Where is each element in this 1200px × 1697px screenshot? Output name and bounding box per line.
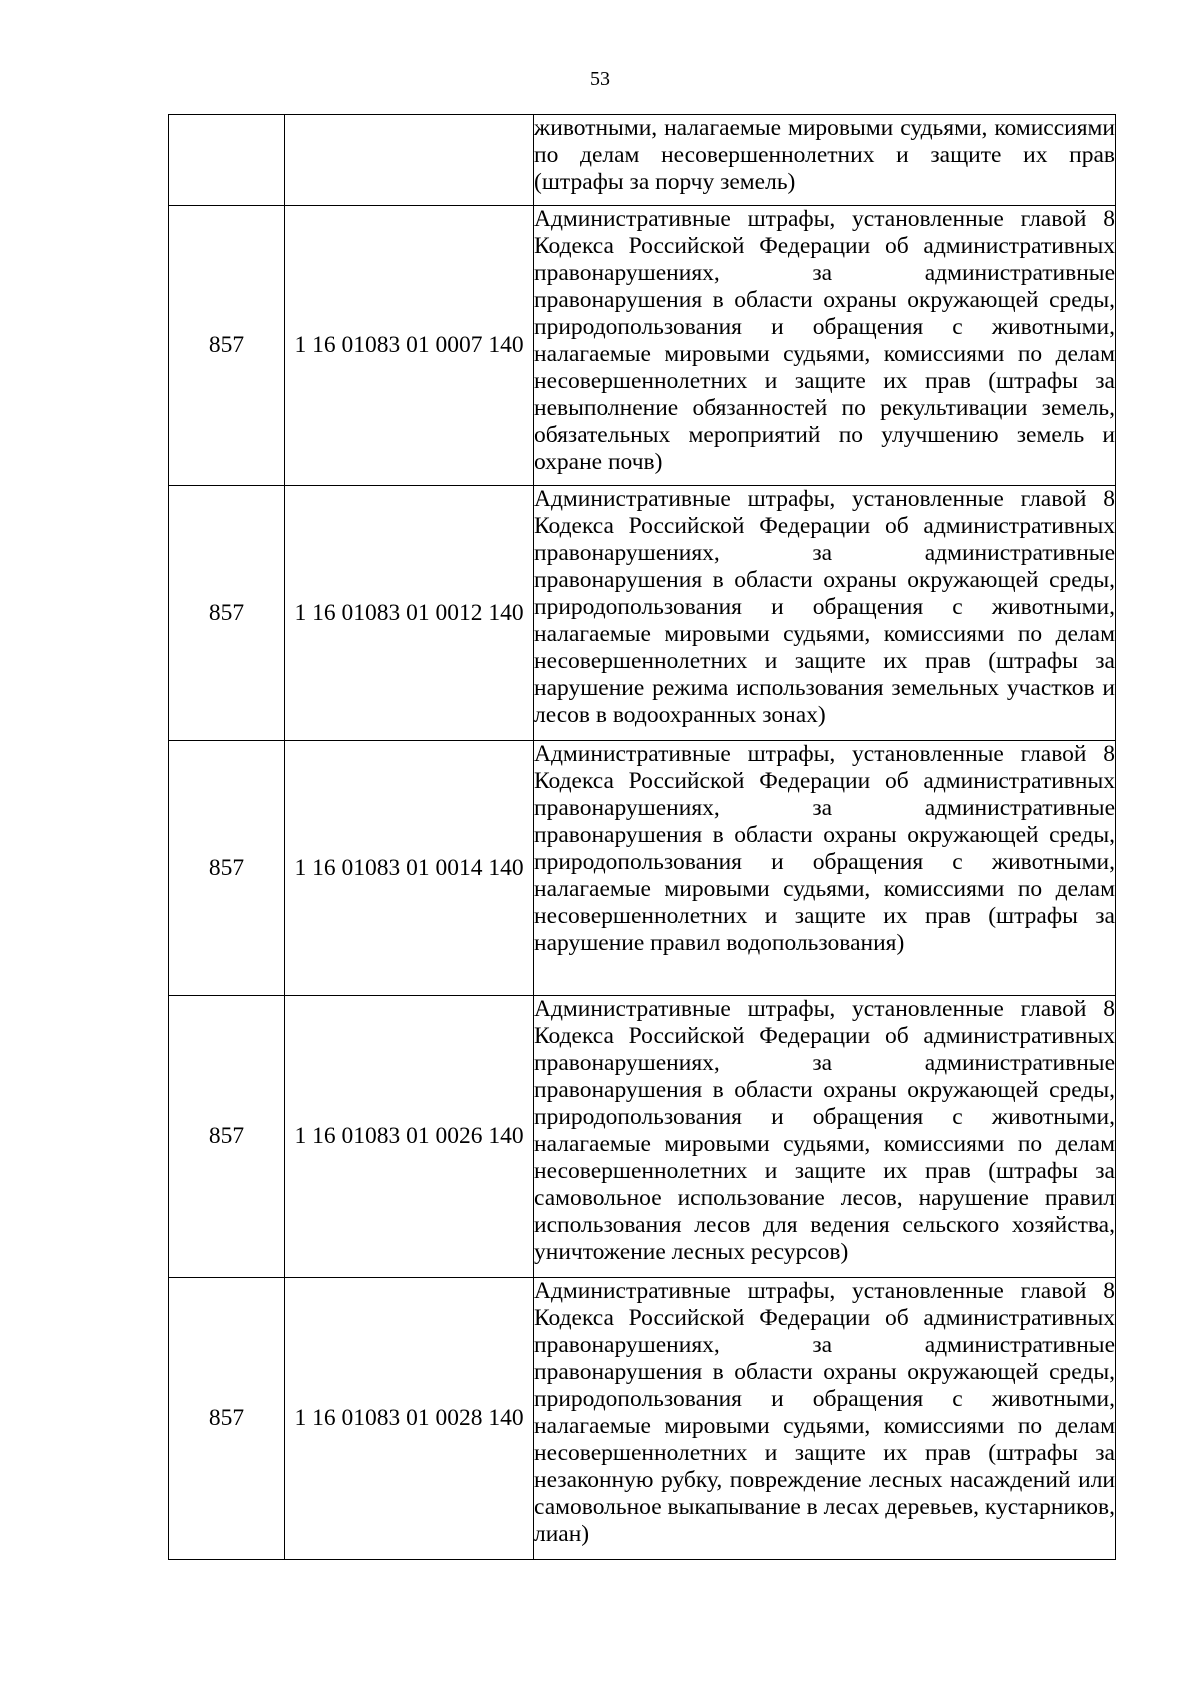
description-cell: животными, налагаемые мировыми судьями, комиссиями по делам несовершеннолетних и защите их прав (штрафы за порчу земель) [534, 115, 1116, 206]
kbk-code-cell: 1 16 01083 01 0012 140 [285, 486, 534, 741]
admin-code-cell: 857 [169, 996, 285, 1278]
admin-code-cell: 857 [169, 206, 285, 486]
admin-code-cell: 857 [169, 486, 285, 741]
fees-table [168, 114, 1116, 1560]
table-row [169, 115, 1116, 206]
table-row [169, 741, 1116, 996]
description-cell: Административные штрафы, установленные главой 8 Кодекса Российской Федерации об административных правонарушениях, за административные правонарушения в области охраны окружающей среды, природопользования и обращения с животными, налагаемые мировыми судьями, комиссиями по делам несовершеннолетних и защите их прав (штрафы за самовольное использование лесов, нарушение правил использования лесов для ведения сельского хозяйства, уничтожение лесных ресурсов) [534, 996, 1116, 1278]
kbk-code-cell: 1 16 01083 01 0028 140 [285, 1278, 534, 1560]
description-cell: Административные штрафы, установленные главой 8 Кодекса Российской Федерации об административных правонарушениях, за административные правонарушения в области охраны окружающей среды, природопользования и обращения с животными, налагаемые мировыми судьями, комиссиями по делам несовершеннолетних и защите их прав (штрафы за нарушение режима использования земельных участков и лесов в водоохранных зонах) [534, 486, 1116, 741]
table-row [169, 1278, 1116, 1560]
description-cell: Административные штрафы, установленные главой 8 Кодекса Российской Федерации об административных правонарушениях, за административные правонарушения в области охраны окружающей среды, природопользования и обращения с животными, налагаемые мировыми судьями, комиссиями по делам несовершеннолетних и защите их прав (штрафы за незаконную рубку, повреждение лесных насаждений или самовольное выкапывание в лесах деревьев, кустарников, лиан) [534, 1278, 1116, 1560]
description-cell: Административные штрафы, установленные главой 8 Кодекса Российской Федерации об административных правонарушениях, за административные правонарушения в области охраны окружающей среды, природопользования и обращения с животными, налагаемые мировыми судьями, комиссиями по делам несовершеннолетних и защите их прав (штрафы за невыполнение обязанностей по рекультивации земель, обязательных мероприятий по улучшению земель и охране почв) [534, 206, 1116, 486]
table-row [169, 486, 1116, 741]
table-row [169, 206, 1116, 486]
admin-code-cell [169, 115, 285, 206]
admin-code-cell: 857 [169, 1278, 285, 1560]
page-number: 53 [590, 68, 610, 90]
description-cell: Административные штрафы, установленные главой 8 Кодекса Российской Федерации об административных правонарушениях, за административные правонарушения в области охраны окружающей среды, природопользования и обращения с животными, налагаемые мировыми судьями, комиссиями по делам несовершеннолетних и защите их прав (штрафы за нарушение правил водопользования) [534, 741, 1116, 996]
table-row [169, 996, 1116, 1278]
kbk-code-cell: 1 16 01083 01 0026 140 [285, 996, 534, 1278]
kbk-code-cell [285, 115, 534, 206]
kbk-code-cell: 1 16 01083 01 0014 140 [285, 741, 534, 996]
kbk-code-cell: 1 16 01083 01 0007 140 [285, 206, 534, 486]
admin-code-cell: 857 [169, 741, 285, 996]
